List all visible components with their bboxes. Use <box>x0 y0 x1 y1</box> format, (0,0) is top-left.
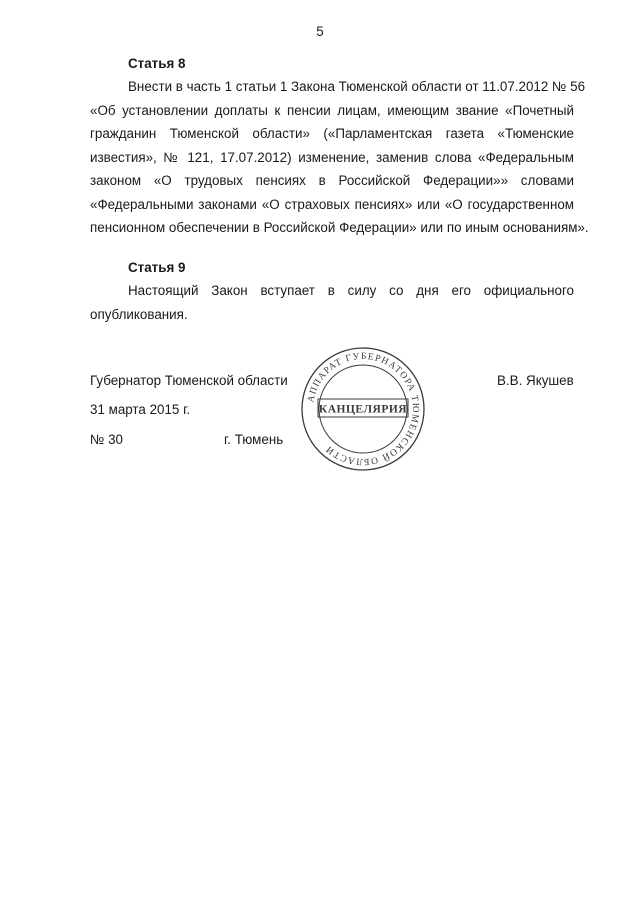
article-9-line-2: опубликования. <box>90 306 188 322</box>
page-number: 5 <box>316 24 324 39</box>
stamp-center-text: КАНЦЕЛЯРИЯ <box>318 403 408 416</box>
signer-position: Губернатор Тюменской области <box>90 373 288 388</box>
law-city: г. Тюмень <box>224 432 284 447</box>
article-8-title: Статья 8 <box>128 56 186 71</box>
article-8-line-7: пенсионном обеспечении в Российской Федерации» или по иным основаниям». <box>90 220 589 235</box>
article-9-line-1: Настоящий Закон вступает в силу со дня его официального <box>128 283 574 298</box>
article-8-line-6: «Федеральными законами «О страховых пенсиях» или «О государственном <box>90 196 574 212</box>
article-8-paragraph <box>90 75 589 240</box>
article-9-paragraph <box>90 279 574 326</box>
article-8-line-4: известия», № 121, 17.07.2012) изменение, заменив слова «Федеральным <box>90 149 574 165</box>
article-9-title: Статья 9 <box>128 260 186 275</box>
signer-name: В.В. Якушев <box>497 373 574 388</box>
article-8-line-2: «Об установлении доплаты к пенсии лицам, имеющим звание «Почетный <box>90 102 574 118</box>
article-8-line-3: гражданин Тюменской области» («Парламентская газета «Тюменские <box>90 126 574 141</box>
stamp-ring-text: АППАРАТ ГУБЕРНАТОРА ТЮМЕНСКОЙ ОБЛАСТИ <box>306 351 421 467</box>
article-8-line-5: законом «О трудовых пенсиях в Российской Федерации»» словами <box>90 173 574 188</box>
article-8-line-1: Внести в часть 1 статьи 1 Закона Тюменской области от 11.07.2012 № 56 <box>128 79 586 94</box>
law-number: № 30 <box>90 432 123 447</box>
official-stamp <box>298 344 428 474</box>
law-date: 31 марта 2015 г. <box>90 402 191 417</box>
